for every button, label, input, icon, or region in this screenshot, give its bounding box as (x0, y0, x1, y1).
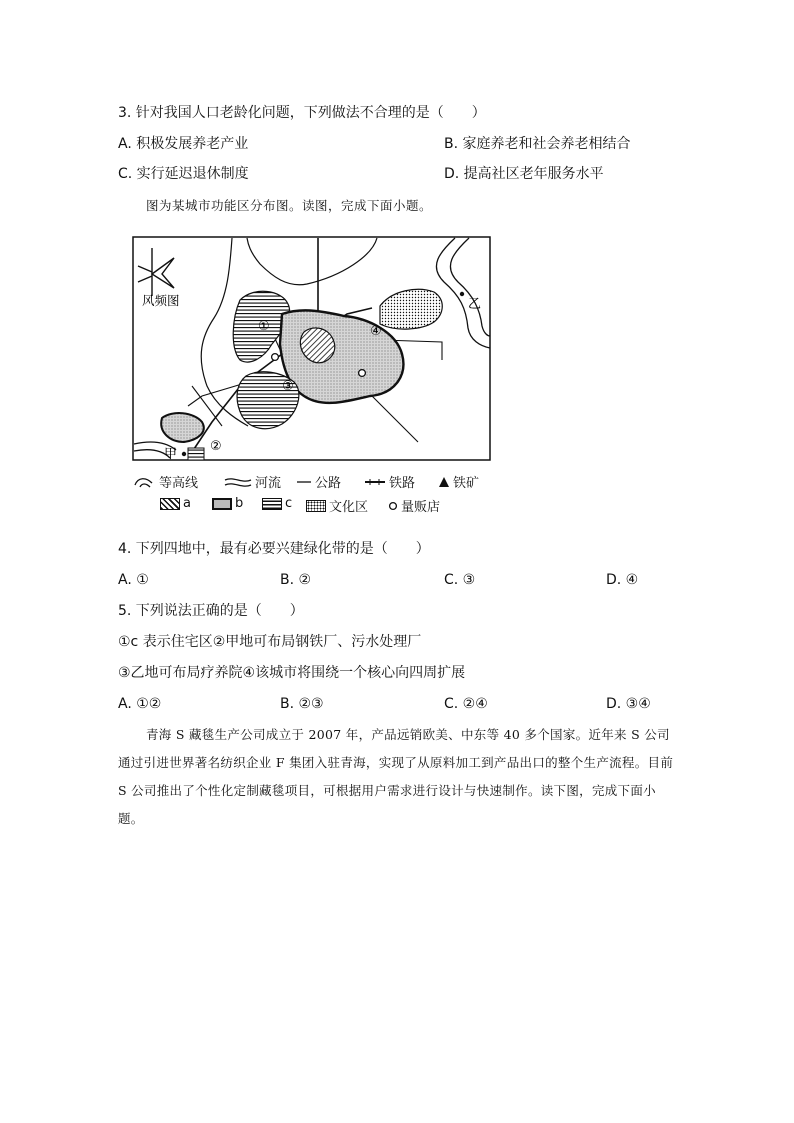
place-jia-label: 甲 (164, 447, 178, 462)
road-icon (296, 475, 312, 489)
legend-river: 河流 (224, 472, 281, 491)
legend-a: a (160, 496, 191, 511)
passage-text: 青海 S 藏毯生产公司成立于 2007 年，产品远销欧美、中东等 40 多个国家。近年来 S 公司通过引进世界著名纺织企业 F 集团入驻青海，实现了从原料加工到产品出口的整个生产流程。目前 S 公司推出了个性化定制藏毯项目，可根据用户需求进行设计与快速制作。读下图，完成下面小题。 (118, 727, 674, 826)
q3-stem: 3. 针对我国人口老龄化问题，下列做法不合理的是（ ） (118, 105, 486, 121)
map-intro: 图为某城市功能区分布图。读图，完成下面小题。 (146, 198, 433, 213)
legend-road: 公路 (296, 472, 341, 491)
q4-option-b: B. ② (280, 572, 312, 588)
railway-icon (364, 475, 386, 489)
place-yi-label: 乙 (468, 297, 482, 312)
city-function-map (132, 236, 492, 464)
q3-option-d: D. 提高社区老年服务水平 (444, 166, 604, 182)
q5-statement-2: ③乙地可布局疗养院④该城市将围绕一个核心向四周扩展 (118, 665, 466, 681)
store-icon (388, 499, 398, 513)
area-2-zone (161, 413, 204, 442)
store-marker-2 (359, 370, 366, 377)
area-2-label: ② (210, 439, 222, 454)
store-marker-1 (272, 354, 279, 361)
q5-option-c: C. ②④ (444, 696, 488, 712)
legend-b: b (212, 496, 243, 511)
q5-option-b: B. ②③ (280, 696, 324, 712)
legend-contour: 等高线 (134, 472, 198, 491)
contour-icon (134, 475, 156, 489)
wind-rose-label: 风频图 (142, 293, 180, 308)
q3-option-a: A. 积极发展养老产业 (118, 136, 249, 152)
iron-mine-icon (438, 475, 450, 489)
legend-culture: 文化区 (306, 496, 368, 515)
legend-store: 量贩店 (388, 496, 440, 515)
swatch-a (160, 498, 180, 510)
area-4-label: ④ (370, 324, 382, 339)
legend-c: c (262, 496, 292, 511)
place-jia-zone (188, 448, 204, 460)
q4-option-c: C. ③ (444, 572, 476, 588)
q5-option-d: D. ③④ (606, 696, 651, 712)
place-yi-dot (460, 292, 464, 296)
q5-statement-1: ①c 表示住宅区②甲地可布局钢铁厂、污水处理厂 (118, 634, 422, 650)
q4-option-d: D. ④ (606, 572, 639, 588)
q3-option-b: B. 家庭养老和社会养老相结合 (444, 136, 631, 152)
legend-railway: 铁路 (364, 472, 415, 491)
area-3-label: ③ (282, 379, 294, 394)
q5-option-a: A. ①② (118, 696, 162, 712)
q5-stem: 5. 下列说法正确的是（ ） (118, 603, 304, 619)
swatch-culture (306, 500, 326, 512)
q3-option-c: C. 实行延迟退休制度 (118, 166, 249, 182)
map-legend (132, 472, 492, 516)
place-jia-dot (182, 452, 186, 456)
swatch-b (212, 498, 232, 510)
river-icon (224, 475, 252, 489)
legend-iron: 铁矿 (438, 472, 479, 491)
q4-option-a: A. ① (118, 572, 149, 588)
swatch-c (262, 498, 282, 510)
q4-stem: 4. 下列四地中，最有必要兴建绿化带的是（ ） (118, 541, 430, 557)
area-1-label: ① (258, 319, 270, 334)
